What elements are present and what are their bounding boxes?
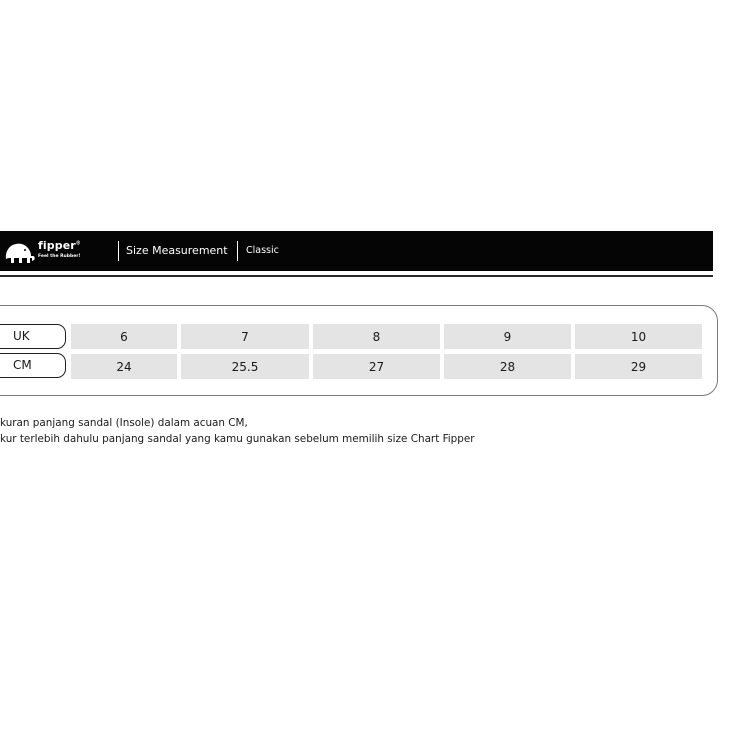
size-cell-cm: 29 <box>575 354 702 379</box>
row-label-text: CM <box>13 358 32 372</box>
row-label-uk <box>0 324 66 349</box>
page-title: Size Measurement <box>126 244 228 257</box>
size-cell-uk: 6 <box>71 324 177 349</box>
header-banner <box>0 231 713 271</box>
size-cell-cm: 27 <box>313 354 440 379</box>
size-cell-uk: 9 <box>444 324 571 349</box>
header-divider <box>237 241 238 261</box>
header-divider <box>118 241 119 261</box>
size-cell-cm: 28 <box>444 354 571 379</box>
brand-tagline: Feel the Rubber! <box>38 254 81 259</box>
size-cell-uk: 10 <box>575 324 702 349</box>
size-cell-uk: 8 <box>313 324 440 349</box>
brand-name: fipper® <box>38 239 81 252</box>
variant-label: Classic <box>246 245 279 256</box>
elephant-logo-icon <box>4 239 36 265</box>
size-table-frame <box>0 305 718 396</box>
note-line: kur terlebih dahulu panjang sandal yang kamu gunakan sebelum memilih size Chart Fipper <box>0 433 475 445</box>
note-line: kuran panjang sandal (Insole) dalam acuan CM, <box>0 417 248 429</box>
size-cell-cm: 25.5 <box>181 354 309 379</box>
size-cell-cm: 24 <box>71 354 177 379</box>
row-label-text: UK <box>13 329 30 343</box>
row-label-cm <box>0 353 66 378</box>
size-cell-uk: 7 <box>181 324 309 349</box>
header-underline <box>0 275 713 277</box>
